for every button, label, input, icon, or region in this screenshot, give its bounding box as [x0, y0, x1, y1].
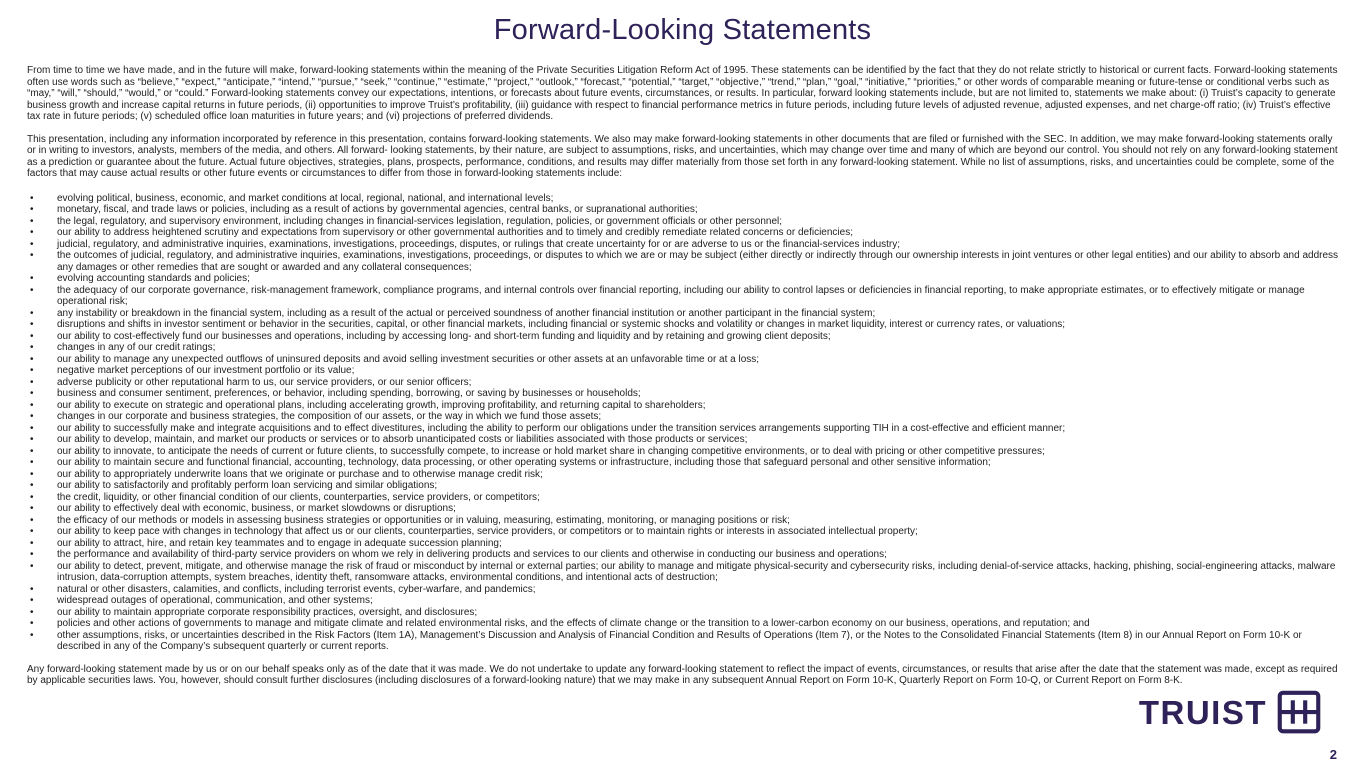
truist-wordmark: TRUIST — [1138, 693, 1267, 731]
list-item — [27, 411, 1339, 423]
list-item — [27, 239, 1339, 251]
list-item-text: the credit, liquidity, or other financial condition of our clients, counterparties, service providers, or competitors; — [57, 491, 540, 503]
list-item — [27, 492, 1339, 504]
risk-factors-list — [27, 193, 1339, 653]
list-item-text: our ability to satisfactorily and profitably perform loan servicing and similar obligations; — [57, 480, 438, 491]
list-item-text: the performance and availability of third-party service providers on whom we rely in delivering products and services to our clients and otherwise in conducting our business and operations; — [57, 549, 887, 560]
list-item-text: our ability to maintain secure and functional financial, accounting, technology, data processing, or other operating systems or infrastructure, including those that safeguard personal and other sensitive information; — [57, 457, 991, 468]
list-item — [27, 618, 1339, 630]
list-item-text: our ability to cost-effectively fund our businesses and operations, including by accessing long- and short-term funding and liquidity and by retaining and growing client deposits; — [57, 330, 831, 342]
list-item-text: our ability to appropriately underwrite loans that we originate or purchase and to otherwise manage credit risk; — [57, 468, 543, 480]
list-item-text: evolving political, business, economic, and market conditions at local, regional, national, and international levels; — [57, 192, 554, 204]
list-item-text: the outcomes of judicial, regulatory, and administrative inquiries, examinations, investigations, proceedings, or disputes to which we are or may be subject (either directly or indirectly through our ownership interests in joint ventures or other legal entities) and our ability to absorb and address any damages or other remedies that are sought or awarded and any collateral consequences; — [57, 250, 1339, 273]
list-item — [27, 480, 1339, 492]
list-item — [27, 388, 1339, 400]
list-item-text: our ability to innovate, to anticipate the needs of current or future clients, to successfully compete, to increase or hold market share in changing competitive environments, or to deal with pricing or other competitive pressures; — [57, 445, 1045, 457]
list-item — [27, 342, 1339, 354]
list-item — [27, 204, 1339, 216]
list-item-text: our ability to keep pace with changes in technology that affect us or our clients, counterparties, service providers, or competitors or to maintain rights or interests in associated intellectual property; — [57, 526, 918, 537]
list-item-text: our ability to detect, prevent, mitigate, and otherwise manage the risk of fraud or misconduct by internal or external parties; our ability to manage and mitigate physical-security and cybersecurity risks, including denial-of-service attacks, hacking, phishing, social-engineering attacks, malware intrusion, data-corruption attempts, system breaches, identity theft, ransomware attacks, environmental conditions, and intentional acts of destruction; — [57, 560, 1336, 583]
list-item — [27, 526, 1339, 538]
list-item-text: our ability to successfully make and integrate acquisitions and to effect divestitures, including the ability to perform our obligations under the transition services arrangements supporting TIH in a cost-effective and efficient manner; — [57, 422, 1066, 434]
list-item — [27, 469, 1339, 481]
list-item — [27, 285, 1339, 308]
list-item-text: the efficacy of our methods or models in assessing business strategies or opportunities or in valuing, measuring, estimating, monitoring, or managing positions or risk; — [57, 514, 790, 526]
list-item-text: policies and other actions of governments to manage and mitigate climate and related environmental risks, and the effects of climate change or the transition to a lower-carbon economy on our business, operations, and reputation; and — [57, 618, 1090, 629]
list-item — [27, 549, 1339, 561]
list-item — [27, 538, 1339, 550]
list-item-text: changes in our corporate and business strategies, the composition of our assets, or the way in which we fund those assets; — [57, 411, 602, 422]
list-item — [27, 308, 1339, 320]
list-item — [27, 193, 1339, 205]
list-item-text: the adequacy of our corporate governance, risk-management framework, compliance programs, and internal controls over financial reporting, including our ability to control lapses or deficiencies in financial reporting, to make appropriate estimates, or to effectively mitigate or manage operational risk; — [57, 284, 1305, 307]
list-item-text: our ability to effectively deal with economic, business, or market slowdowns or disruptions; — [57, 503, 456, 514]
list-item — [27, 319, 1339, 331]
list-item — [27, 630, 1339, 653]
list-item — [27, 423, 1339, 435]
list-item-text: our ability to address heightened scrutiny and expectations from supervisory or other governmental authorities and to timely and credibly remediate related concerns or deficiencies; — [57, 227, 853, 238]
list-item-text: business and consumer sentiment, preferences, or behavior, including spending, borrowing, or saving by businesses or households; — [57, 388, 641, 399]
list-item — [27, 584, 1339, 596]
page-title: Forward-Looking Statements — [493, 14, 872, 46]
intro-paragraph: From time to time we have made, and in the future will make, forward-looking statements within the meaning of the Private Securities Litigation Reform Act of 1995. These statements can be identified by the fact that they do not relate strictly to historical or current facts. Forward-looking statements often use words such as “believe,” “expect,” “anticipate,” “intend,” “pursue,” “seek,” “continue,” “estimate,” “project,” “outlook,” “forecast,” “potential,” “target,” “objective,” “trend,” “plan,” “goal,” “initiative,” “priorities,” or other words of comparable meaning or future-tense or conditional verbs such as “may,” “will,” “should,” “would,” or “could.” Forward-looking statements convey our expectations, intentions, or forecasts about future events, circumstances, or results. In particular, forward looking statements include, but are not limited to, statements we make about: (i) Truist’s capacity to generate business growth and increase capital returns in future periods, (ii) opportunities to improve Truist’s profitability, (iii) guidance with respect to financial performance metrics in future periods, including future levels of adjusted revenue, adjusted expenses, and net charge-off ratio; (iv) Truist’s effective tax rate in future periods; (v) scheduled office loan maturities in future years; and (vi) projections of preferred dividends. — [27, 65, 1338, 122]
list-item — [27, 365, 1339, 377]
list-item — [27, 216, 1339, 228]
list-item-text: other assumptions, risks, or uncertainties described in the Risk Factors (Item 1A), Management’s Discussion and Analysis of Financial Condition and Results of Operations (Item 7), or the Notes to the Consolidated Financial Statements (Item 8) in our Annual Report on Form 10-K or described in any of the Company’s subsequent quarterly or current reports. — [57, 629, 1302, 652]
overview-paragraph: This presentation, including any information incorporated by reference in this presentation, contains forward-looking statements. We also may make forward-looking statements in other documents that are filed or furnished with the SEC. In addition, we may make forward-looking statements orally or in writing to investors, analysts, members of the media, and others. All forward- looking statements, by their nature, are subject to assumptions, risks, and uncertainties, which may change over time and many of which are beyond our control. You should not rely on any forward-looking statement as a prediction or guarantee about the future. Actual future objectives, strategies, plans, prospects, performance, conditions, and results may differ materially from those set forth in any forward-looking statement. While no list of assumptions, risks, and uncertainties could be complete, some of the factors that may cause actual results or other future events or circumstances to differ from those in forward-looking statements include: — [27, 133, 1338, 179]
list-item — [27, 503, 1339, 515]
list-item — [27, 515, 1339, 527]
list-item — [27, 595, 1339, 607]
list-item — [27, 457, 1339, 469]
list-item — [27, 607, 1339, 619]
list-item-text: widespread outages of operational, communication, and other systems; — [57, 595, 373, 606]
list-item — [27, 250, 1339, 273]
list-item-text: judicial, regulatory, and administrative inquiries, examinations, investigations, proceedings, disputes, or rulings that create uncertainty for or are adverse to us or the financial-services industry; — [57, 238, 901, 250]
footer-logo — [1139, 690, 1321, 734]
list-item — [27, 400, 1339, 412]
list-item-text: evolving accounting standards and policies; — [57, 273, 250, 284]
list-item-text: any instability or breakdown in the financial system, including as a result of the actual or perceived soundness of another financial institution or another participant in the financial system; — [57, 307, 876, 319]
list-item — [27, 561, 1339, 584]
list-item-text: changes in any of our credit ratings; — [57, 342, 216, 353]
list-item-text: our ability to develop, maintain, and market our products or services or to absorb unanticipated costs or liabilities associated with those products or services; — [57, 434, 748, 445]
list-item-text: the legal, regulatory, and supervisory environment, including changes in financial-services legislation, regulation, policies, or government officials or other personnel; — [57, 215, 783, 227]
list-item-text: monetary, fiscal, and trade laws or policies, including as a result of actions by governmental agencies, central banks, or supranational authorities; — [57, 204, 698, 215]
truist-logo-icon — [1277, 690, 1321, 734]
list-item — [27, 227, 1339, 239]
list-item — [27, 331, 1339, 343]
list-item — [27, 377, 1339, 389]
list-item-text: adverse publicity or other reputational harm to us, our service providers, or our senior officers; — [57, 376, 472, 388]
list-item — [27, 446, 1339, 458]
list-item — [27, 354, 1339, 366]
list-item-text: negative market perceptions of our investment portfolio or its value; — [57, 365, 355, 376]
list-item-text: natural or other disasters, calamities, and conflicts, including terrorist events, cyber-warfare, and pandemics; — [57, 583, 536, 595]
list-item — [27, 273, 1339, 285]
list-item-text: our ability to attract, hire, and retain key teammates and to engage in adequate succession planning; — [57, 537, 502, 549]
closing-paragraph: Any forward-looking statement made by us or on our behalf speaks only as of the date that it was made. We do not undertake to update any forward-looking statement to reflect the impact of events, circumstances, or results that arise after the date that the statement was made, except as required by applicable securities laws. You, however, should consult further disclosures (including disclosures of a forward-looking nature) that we may make in any subsequent Annual Report on Form 10-K, Quarterly Report on Form 10-Q, or Current Report on Form 8-K. — [27, 663, 1338, 686]
slide-body — [0, 47, 1365, 687]
list-item — [27, 434, 1339, 446]
list-item-text: disruptions and shifts in investor sentiment or behavior in the securities, capital, or other financial markets, including financial or systemic shocks and volatility or changes in market liquidity, interest or currency rates, or valuations; — [57, 319, 1066, 330]
list-item-text: our ability to execute on strategic and operational plans, including accelerating growth, improving profitability, and returning capital to shareholders; — [57, 399, 706, 411]
list-item-text: our ability to manage any unexpected outflows of uninsured deposits and avoid selling investment securities or other assets at an unfavorable time or at a loss; — [57, 353, 760, 365]
list-item-text: our ability to maintain appropriate corporate responsibility practices, oversight, and disclosures; — [57, 606, 478, 618]
page-number: 2 — [1329, 747, 1337, 762]
